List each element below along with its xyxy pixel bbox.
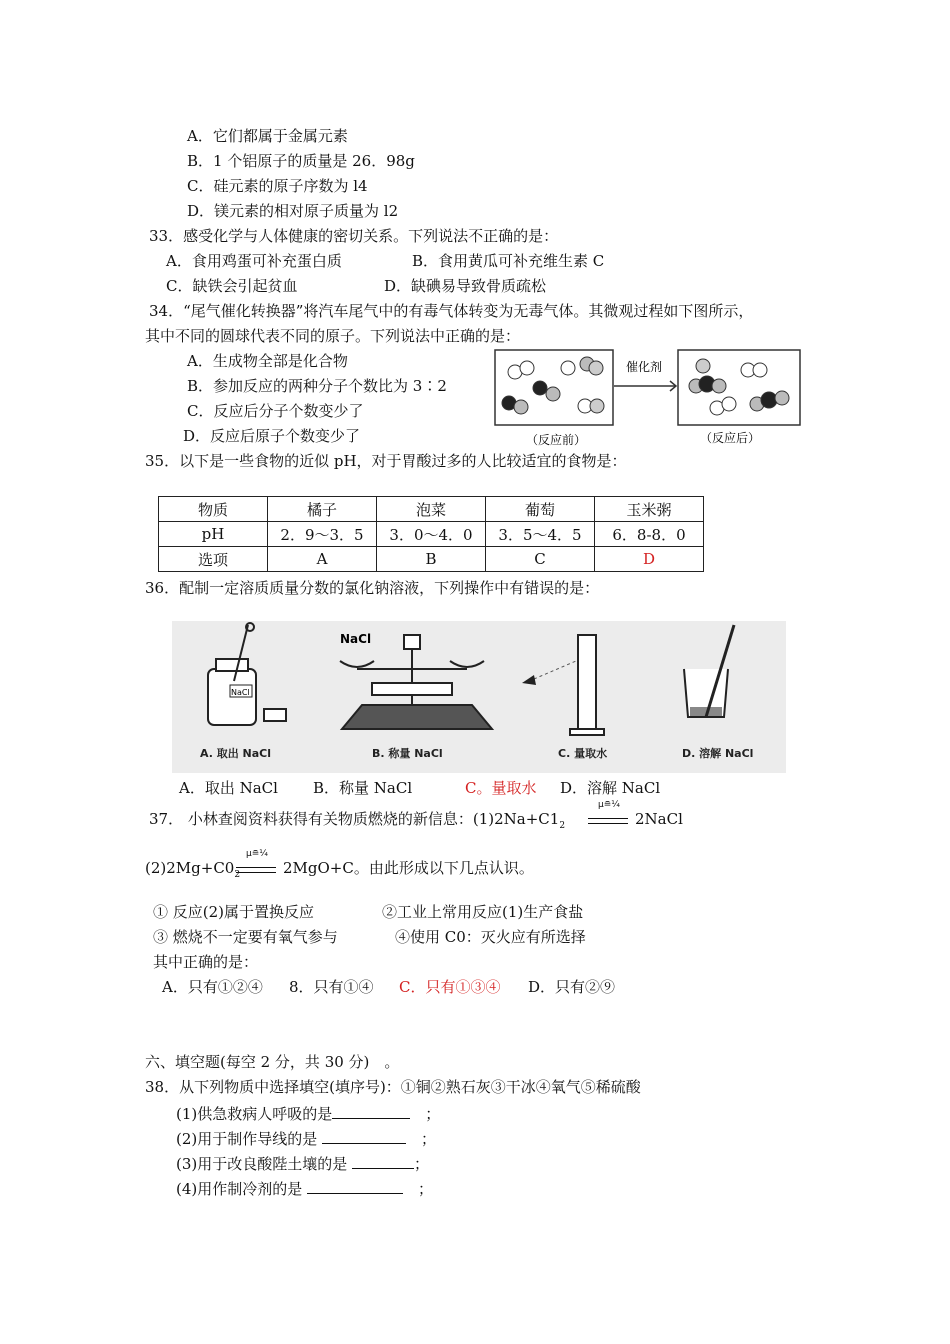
table-cell: 3．0～4．0 [377, 522, 486, 547]
subscript: 2 [559, 821, 566, 831]
condition-text: μ≘¼ [598, 800, 620, 810]
fig-label-b: B. 称量 NaCl [372, 747, 443, 760]
table-cell: pH [159, 522, 268, 547]
q32-option-d: D．镁元素的相对原子质量为 l2 [187, 202, 399, 220]
q34-option-c: C．反应后分子个数变少了 [187, 402, 364, 420]
q37-option-d: D．只有②⑨ [528, 978, 616, 996]
table-cell: A [268, 547, 377, 572]
reaction-diagram [492, 346, 804, 450]
fig-label-c: C. 量取水 [558, 747, 608, 760]
table-cell: 橘子 [268, 497, 377, 522]
table-cell: 选项 [159, 547, 268, 572]
q33-stem: 33．感受化学与人体健康的密切关系。下列说法不正确的是： [149, 227, 559, 245]
q37-point-2: ②工业上常用反应(1)生产食盐 [382, 903, 584, 921]
table-cell: 葡萄 [486, 497, 595, 522]
answer-blank[interactable] [332, 1102, 410, 1119]
q37-point-4: ④使用 C0：灭火应有所选择 [395, 928, 586, 946]
q33-option-d: D．缺碘易导致骨质疏松 [384, 277, 547, 295]
q37-eq2-suffix: 2MgO+C。由此形成以下几点认识。 [283, 859, 534, 877]
q34-stem-line1: 34．“尾气催化转换器”将汽车尾气中的有毒气体转变为无毒气体。其微观过程如下图所示， [149, 302, 754, 320]
q36-option-b: B．称量 NaCl [313, 779, 413, 797]
q38-item-label: (2)用于制作导线的是 [176, 1130, 318, 1148]
q37-question: 其中正确的是： [153, 953, 259, 971]
answer-blank[interactable] [352, 1152, 414, 1169]
q34-stem-line2: 其中不同的圆球代表不同的原子。下列说法中正确的是： [145, 327, 521, 345]
answer-blank[interactable] [322, 1127, 406, 1144]
q35-stem: 35．以下是一些食物的近似 pH，对于胃酸过多的人比较适宜的食物是： [145, 452, 627, 470]
after-label: （反应后） [700, 431, 761, 445]
q33-option-a: A．食用鸡蛋可补充蛋白质 [166, 252, 342, 270]
table-cell: 泡菜 [377, 497, 486, 522]
arrow-label: 催化剂 [626, 360, 663, 374]
condition-text: μ≘¼ [246, 849, 268, 859]
table-cell: 3．5～4．5 [486, 522, 595, 547]
fig-label-d: D. 溶解 NaCl [682, 747, 754, 760]
section-title: 六、填空题(每空 2 分，共 30 分) 。 [145, 1053, 400, 1071]
table-cell: B [377, 547, 486, 572]
q36-stem: 36．配制一定溶质质量分数的氯化钠溶液，下列操作中有错误的是： [145, 579, 600, 597]
q34-option-a: A．生成物全部是化合物 [187, 352, 348, 370]
q38-item-2: (2)用于制作导线的是 ； [176, 1127, 436, 1149]
q36-option-a: A．取出 NaCl [179, 779, 278, 797]
lab-operations-figure [172, 621, 786, 773]
table-row [159, 522, 704, 547]
table-row [159, 497, 704, 522]
q37-point-3: ③ 燃烧不一定要有氧气参与 [153, 928, 338, 946]
q38-item-1: (1)供急救病人呼吸的是 ； [176, 1102, 440, 1124]
table-cell-highlighted: D [595, 547, 704, 572]
q36-option-c: C。量取水 [465, 779, 537, 797]
table-cell: 物质 [159, 497, 268, 522]
bottle-label: NaCl [231, 688, 250, 697]
q37-eq2 [145, 858, 240, 885]
table-cell: 6．8-8．0 [595, 522, 704, 547]
q32-option-b: B．1 个铝原子的质量是 26．98g [187, 152, 415, 170]
ph-table [158, 496, 704, 572]
q37-stem-text: 37． 小林查阅资料获得有关物质燃烧的新信息：(1)2Na+C1 [149, 810, 560, 828]
q37-stem [149, 809, 565, 836]
fig-label-a: A. 取出 NaCl [200, 747, 272, 760]
q33-option-b: B．食用黄瓜可补充维生素 C [412, 252, 605, 270]
q38-item-label: (4)用作制冷剂的是 [176, 1180, 303, 1198]
q38-item-4: (4)用作制冷剂的是 ； [176, 1177, 433, 1199]
q32-option-c: C．硅元素的原子序数为 l4 [187, 177, 368, 195]
q37-option-a: A．只有①②④ [162, 978, 263, 996]
q38-item-label: (3)用于改良酸陛土壤的是 [176, 1155, 348, 1173]
q34-option-d: D．反应后原子个数变少了 [183, 427, 361, 445]
q38-item-label: (1)供急救病人呼吸的是 [176, 1105, 333, 1123]
before-label: （反应前） [526, 433, 587, 447]
q37-product1: 2NaCl [635, 810, 683, 828]
answer-blank[interactable] [307, 1177, 403, 1194]
q34-option-b: B．参加反应的两种分子个数比为 3∶2 [187, 377, 447, 395]
table-cell: C [486, 547, 595, 572]
q37-eq2-prefix: (2)2Mg+C0 [145, 859, 235, 877]
q38-item-3: (3)用于改良酸陛土壤的是 ； [176, 1152, 429, 1174]
table-cell: 2．9～3．5 [268, 522, 377, 547]
table-cell: 玉米粥 [595, 497, 704, 522]
q37-option-b: 8．只有①④ [289, 978, 374, 996]
q32-option-a: A．它们都属于金属元素 [187, 127, 348, 145]
q37-option-c: C．只有①③④ [399, 978, 501, 996]
q36-option-d: D．溶解 NaCl [560, 779, 661, 797]
q33-option-c: C．缺铁会引起贫血 [166, 277, 298, 295]
q38-stem: 38．从下列物质中选择填空(填序号)：①铜②熟石灰③干冰④氧气⑤稀硫酸 [145, 1078, 641, 1096]
balance-label: NaCl [340, 632, 372, 646]
table-row [159, 547, 704, 572]
q37-point-1: ① 反应(2)属于置换反应 [153, 903, 315, 921]
subscript: 2 [234, 870, 241, 880]
